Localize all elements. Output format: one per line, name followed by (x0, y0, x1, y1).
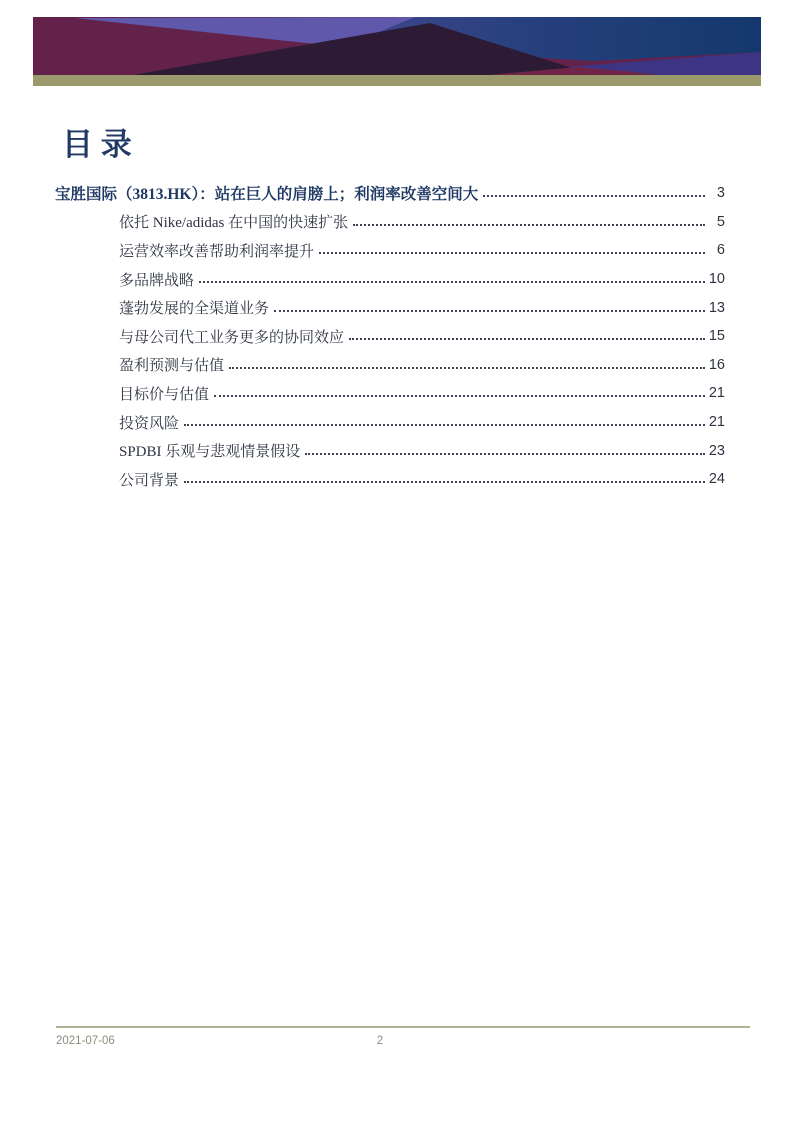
toc-entry-label: 与母公司代工业务更多的协同效应 (119, 329, 345, 346)
toc-entry[interactable] (55, 465, 725, 494)
banner-olive-strip (33, 75, 761, 86)
toc-entry-label: 多品牌战略 (119, 272, 195, 289)
toc-entry-page: 6 (716, 242, 725, 259)
toc-entry-page: 24 (708, 471, 725, 488)
banner-shapes (33, 17, 761, 75)
toc-leader-dots (184, 481, 705, 483)
toc-leader-dots (229, 367, 705, 369)
toc-entry-page: 21 (708, 385, 725, 402)
toc-leader-dots (214, 395, 705, 397)
header-banner-graphic (33, 17, 761, 75)
toc-entry-page: 23 (708, 442, 725, 459)
toc-entry[interactable] (55, 293, 725, 322)
toc-entry-label: 目标价与估值 (119, 386, 210, 403)
toc-leader-dots (184, 424, 705, 426)
toc-leader-dots (274, 310, 705, 312)
toc-entry-label: 宝胜国际（3813.HK）：站在巨人的肩膀上；利润率改善空间大 (55, 186, 479, 204)
toc-entry[interactable] (55, 351, 725, 380)
toc-leader-dots (483, 195, 705, 197)
toc-entry[interactable] (55, 408, 725, 437)
toc-entry-label: 依托 Nike/adidas 在中国的快速扩张 (119, 215, 349, 232)
toc-entry-page: 5 (716, 213, 725, 230)
toc-entry[interactable] (55, 236, 725, 265)
footer-date: 2021-07-06 (56, 1035, 115, 1047)
toc-entry-label: 蓬勃发展的全渠道业务 (119, 301, 270, 318)
toc-entry-page: 16 (708, 356, 725, 373)
toc-entry-label: 投资风险 (119, 415, 180, 432)
toc-leader-dots (319, 252, 705, 254)
toc-entry-label: 运营效率改善帮助利润率提升 (119, 243, 315, 260)
toc-entry-label: 盈利预测与估值 (119, 358, 225, 375)
toc-entry-page: 13 (708, 299, 725, 316)
toc-leader-dots (353, 224, 705, 226)
toc-leader-dots (199, 281, 705, 283)
toc-entry[interactable] (55, 179, 725, 208)
toc-entry[interactable] (55, 322, 725, 351)
toc-entry-page: 10 (708, 271, 725, 288)
footer-page-number: 2 (376, 1035, 384, 1047)
toc-entry[interactable] (55, 208, 725, 237)
toc-entry[interactable] (55, 379, 725, 408)
toc-entry-label: 公司背景 (119, 472, 180, 489)
toc-leader-dots (305, 453, 705, 455)
toc-entry[interactable] (55, 265, 725, 294)
table-of-contents (55, 179, 725, 494)
toc-entry-page: 3 (716, 185, 725, 202)
toc-entry-page: 21 (708, 414, 725, 431)
toc-entry-label: SPDBI 乐观与悲观情景假设 (119, 444, 301, 461)
toc-entry[interactable] (55, 436, 725, 465)
toc-leader-dots (349, 338, 705, 340)
toc-entry-page: 15 (708, 328, 725, 345)
footer-divider (56, 1026, 750, 1028)
toc-title: 目 录 (62, 127, 132, 162)
